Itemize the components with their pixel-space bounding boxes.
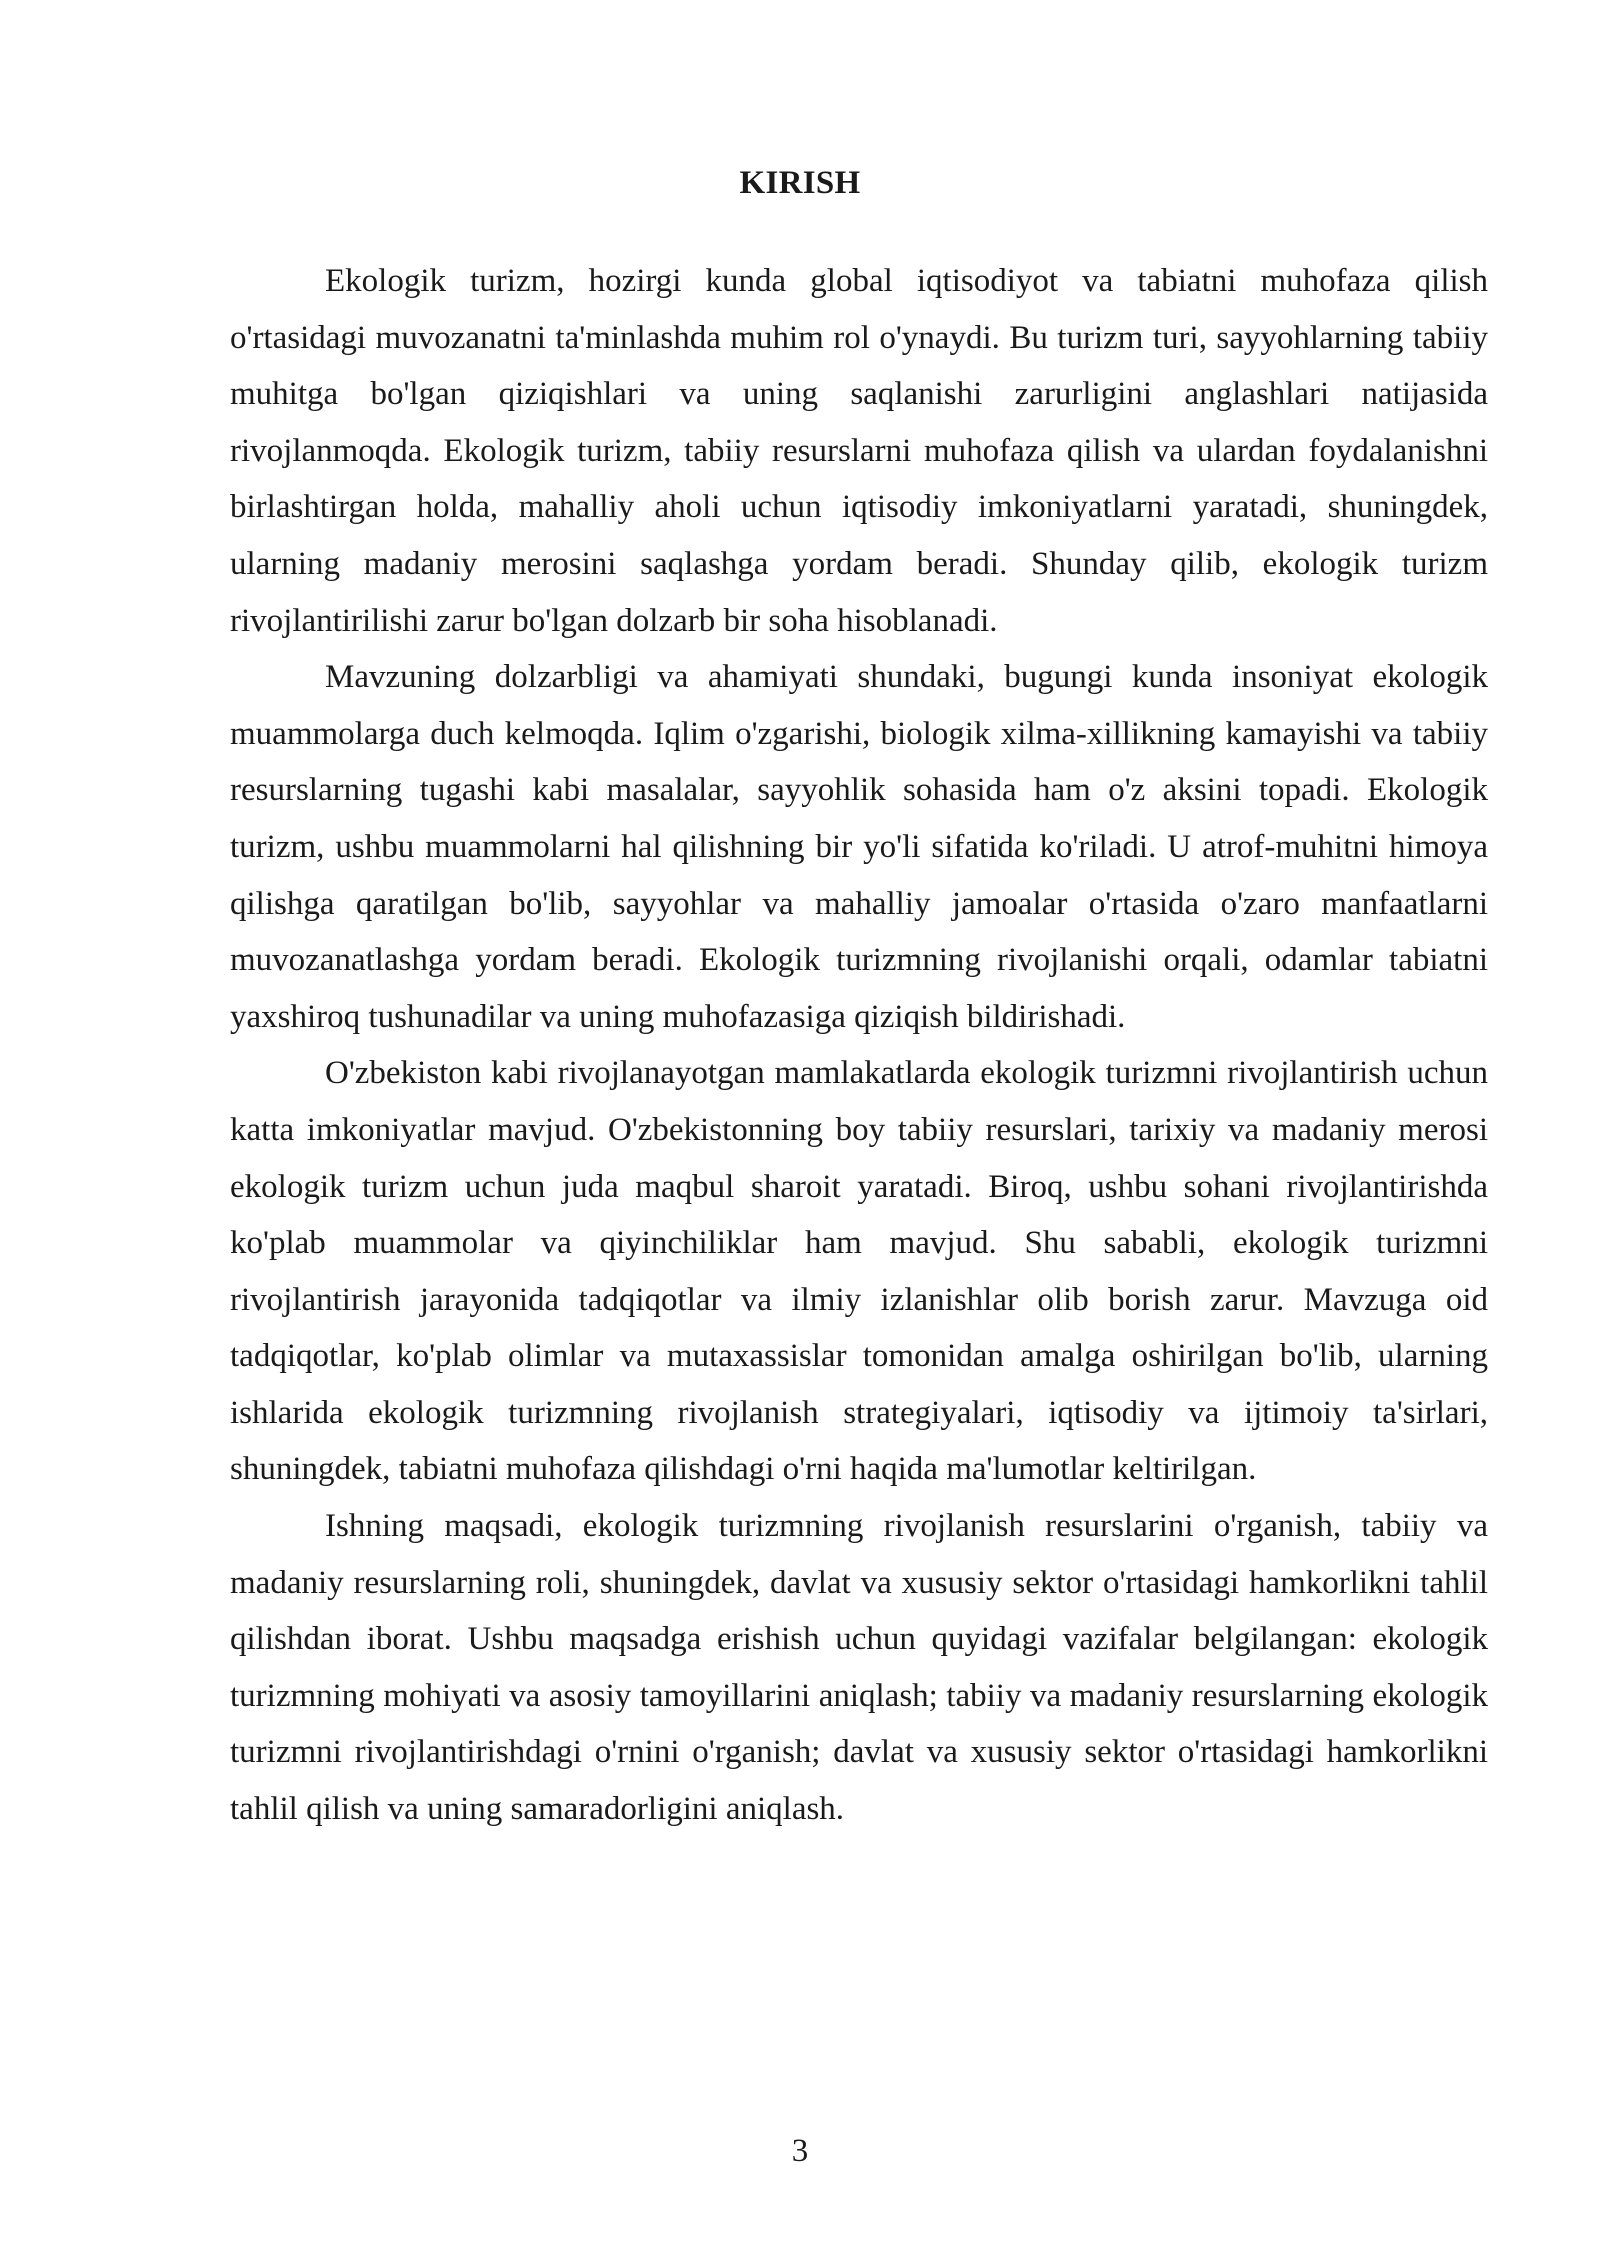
paragraph-goal: Ishning maqsadi, ekologik turizmning rivojlanish resurslarini o'rganish, tabiiy va madaniy resurslarning roli, shuningdek, davlat va xususiy sektor o'rtasidagi hamkorlikni tahlil qilishdan iborat. Ushbu maqsadga erishish uchun quyidagi vazifalar belgilangan: ekologik turizmning mohiyati va asosiy tamoyillarini aniqlash; tabiiy va madaniy resurslarning ekologik turizmni rivojlantirishdagi o'rnini o'rganish; davlat va xususiy sektor o'rtasidagi hamkorlikni tahlil qilish va uning samaradorligini aniqlash. [230,1508,1488,1828]
page-number: 3 [791,2133,809,2169]
paragraph-uzbekistan: O'zbekiston kabi rivojlanayotgan mamlakatlarda ekologik turizmni rivojlantirish uchun katta imkoniyatlar mavjud. O'zbekistonning boy tabiiy resurslari, tarixiy va madaniy merosi ekologik turizm uchun juda maqbul sharoit yaratadi. Biroq, ushbu sohani rivojlantirishda ko'plab muammolar va qiyinchiliklar ham mavjud. Shu sababli, ekologik turizmni rivojlantirish jarayonida tadqiqotlar va ilmiy izlanishlar olib borish zarur. Mavzuga oid tadqiqotlar, ko'plab olimlar va mutaxassislar tomonidan amalga oshirilgan bo'lib, ularning ishlarida ekologik turizmning rivojlanish strategiyalari, iqtisodiy va ijtimoiy ta'sirlari, shuningdek, tabiatni muhofaza qilishdagi o'rni haqida ma'lumotlar keltirilgan. [230,1055,1488,1488]
paragraph-intro: Ekologik turizm, hozirgi kunda global iqtisodiyot va tabiatni muhofaza qilish o'rtasidagi muvozanatni ta'minlashda muhim rol o'ynaydi. Bu turizm turi, sayyohlarning tabiiy muhitga bo'lgan qiziqishlari va uning saqlanishi zarurligini anglashlari natijasida rivojlanmoqda. Ekologik turizm, tabiiy resurslarni muhofaza qilish va ulardan foydalanishni birlashtirgan holda, mahalliy aholi uchun iqtisodiy imkoniyatlarni yaratadi, shuningdek, ularning madaniy merosini saqlashga yordam beradi. Shunday qilib, ekologik turizm rivojlantirilishi zarur bo'lgan dolzarb bir soha hisoblanadi. [230,263,1488,639]
paragraph-relevance: Mavzuning dolzarbligi va ahamiyati shundaki, bugungi kunda insoniyat ekologik muammolarga duch kelmoqda. Iqlim o'zgarishi, biologik xilma-xillikning kamayishi va tabiiy resurslarning tugashi kabi masalalar, sayyohlik sohasida ham o'z aksini topadi. Ekologik turizm, ushbu muammolarni hal qilishning bir yo'li sifatida ko'riladi. U atrof-muhitni himoya qilishga qaratilgan bo'lib, sayyohlar va mahalliy jamoalar o'rtasida o'zaro manfaatlarni muvozanatlashga yordam beradi. Ekologik turizmning rivojlanishi orqali, odamlar tabiatni yaxshiroq tushunadilar va uning muhofazasiga qiziqish bildirishadi. [230,659,1488,1035]
section-title: KIRISH [739,165,861,201]
body-text [230,253,1488,1838]
